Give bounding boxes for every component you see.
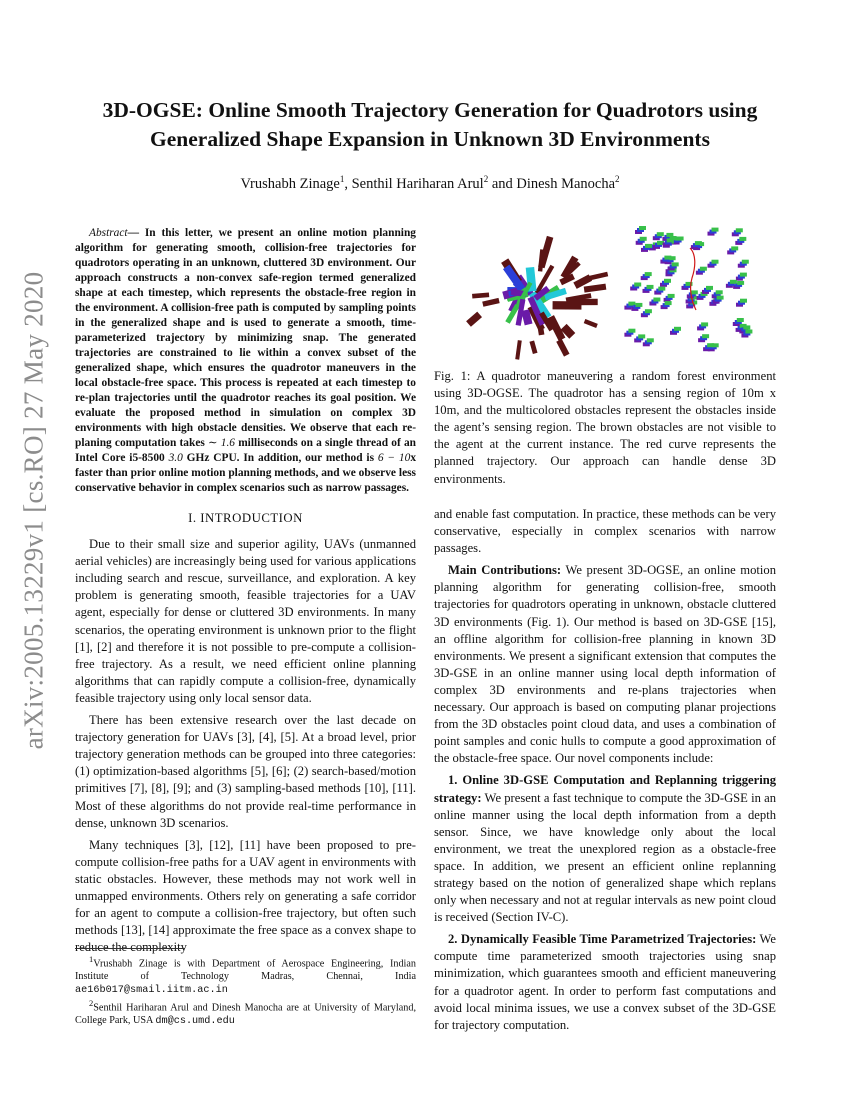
obstacle-layer xyxy=(737,281,744,285)
obstacle-stack xyxy=(697,322,708,330)
footnote-text: Vrushabh Zinage is with Department of Aerospace Engineering, Indian Institute of Technology Madras, Chennai, India xyxy=(75,958,416,982)
obstacle-layer xyxy=(707,343,714,347)
obstacle-layer xyxy=(647,285,654,289)
author-separator: and xyxy=(488,175,517,192)
abstract-text: GHz CPU. In addition, our method is xyxy=(182,452,378,464)
footnote-rule xyxy=(75,948,185,949)
author-name: Senthil Hariharan Arul xyxy=(351,175,484,192)
obstacle-layer xyxy=(702,334,709,338)
obstacle-layer xyxy=(701,322,708,326)
arxiv-stamp xyxy=(14,271,54,749)
contributions-label: Main Contributions: xyxy=(448,563,562,578)
body-paragraph: and enable fast computation. In practice, these methods can be very conservative, especially in complex scenarios with narrow passages. xyxy=(434,507,776,556)
obstacle-layer xyxy=(730,280,737,284)
obstacle-stack xyxy=(708,260,719,268)
obstacle-layer xyxy=(635,303,642,307)
obstacle-layer xyxy=(739,237,746,241)
footnote-1 xyxy=(75,953,416,997)
obstacle-stack xyxy=(664,294,675,302)
obstacle-layer xyxy=(653,298,660,302)
obstacle-layer xyxy=(745,330,752,334)
contributions-paragraph xyxy=(434,562,776,767)
obstacle-layer xyxy=(668,294,675,298)
obstacle-stack xyxy=(653,232,664,240)
obstacle-stack xyxy=(641,244,652,252)
footnote-mark: 2 xyxy=(89,998,94,1009)
obstacle-layer xyxy=(691,290,698,294)
paper-title: 3D-OGSE: Online Smooth Trajectory Generation for Quadrotors using Generalized Shape Expansion in Unknown 3D Environments xyxy=(102,98,758,151)
obstacle-stack xyxy=(624,329,635,337)
obstacle-layer xyxy=(645,272,652,276)
obstacle-layer xyxy=(736,228,743,232)
contribution-text: We present a fast technique to compute the 3D-GSE in an online manner using the local depth information from a depth sensor. Since, we have knowledge only about the local environment, we treat the unexplored region as a obstacle-free space. In addition, we present an efficient online replanning strategy based on the notion of generalized shape which replans only when necessary and not at regular intervals as new point cloud is received (Section IV-C). xyxy=(434,790,776,925)
obstacle xyxy=(472,293,489,299)
footnote-mark: 1 xyxy=(89,954,94,964)
obstacle-stack xyxy=(732,228,743,236)
obstacle-stack xyxy=(736,299,747,307)
section-heading: I. INTRODUCTION xyxy=(188,511,303,525)
obstacle-stack xyxy=(636,237,647,245)
obstacle-layer xyxy=(740,273,747,277)
obstacle-stack xyxy=(698,334,709,342)
obstacle-stack xyxy=(643,338,654,346)
obstacle-stack xyxy=(641,272,652,280)
obstacle-layer xyxy=(717,296,724,300)
footnotes xyxy=(75,948,416,1029)
obstacle xyxy=(529,340,537,354)
obstacle-layer xyxy=(667,238,674,242)
obstacle xyxy=(466,312,482,327)
obstacle-stack xyxy=(660,279,671,287)
arxiv-id: arXiv:2005.13229v1 [cs.RO] 27 May 2020 xyxy=(18,271,49,749)
obstacle-layer xyxy=(657,232,664,236)
obstacle-stack xyxy=(641,309,652,317)
abstract-label: Abstract xyxy=(89,227,128,239)
forest-view-right xyxy=(624,226,752,351)
obstacle-stack xyxy=(634,334,645,342)
obstacle xyxy=(482,298,499,307)
forest-view-left xyxy=(466,236,608,360)
obstacle-layer xyxy=(645,309,652,313)
obstacle-layer xyxy=(700,267,707,271)
obstacle-layer xyxy=(628,329,635,333)
author-separator: , xyxy=(344,175,352,192)
obstacle-layer xyxy=(712,260,719,264)
obstacle-layer xyxy=(674,327,681,331)
obstacle-layer xyxy=(706,286,713,290)
author-affil: 2 xyxy=(615,174,620,184)
obstacle-layer xyxy=(716,290,723,294)
obstacle xyxy=(515,340,522,360)
obstacle-layer xyxy=(647,338,654,342)
footnote-2 xyxy=(75,997,416,1029)
obstacle-layer xyxy=(640,237,647,241)
figure-caption: Fig. 1: A quadrotor maneuvering a random forest environment using 3D-OGSE. The quadrotor has a sensing region of 10m x 10m, and the multicolored obstacles represent the obstacles inside the agent’s sensing region. The brown obstacles are not visible to the agent at the current instance. The red curve represents the planned trajectory. Our approach can handle dense 3D environments. xyxy=(434,369,776,486)
abstract-dash: — xyxy=(127,227,139,239)
obstacle-stack xyxy=(702,286,713,294)
obstacle-stack xyxy=(735,237,746,245)
author-name: Dinesh Manocha xyxy=(516,175,616,192)
contribution-label: 2. Dynamically Feasible Time Parametrized Trajectories: xyxy=(448,932,757,947)
author-affil: 1 xyxy=(339,174,345,184)
footnote-text: Senthil Hariharan Arul and Dinesh Manocha are at University of Maryland, College Park, USA xyxy=(75,1002,416,1027)
abstract-text: milliseconds on a single thread of an Intel Core i5-8500 xyxy=(75,437,416,464)
obstacle-stack xyxy=(727,246,738,254)
obstacle-stack xyxy=(738,260,749,268)
right-column xyxy=(434,506,776,1034)
obstacle-layer xyxy=(645,244,652,248)
author-name: Vrushabh Zinage xyxy=(240,175,340,192)
obstacle-layer xyxy=(658,287,665,291)
obstacle-layer xyxy=(743,325,750,329)
obstacle xyxy=(556,339,569,357)
obstacle-stack xyxy=(654,287,665,295)
obstacle-layer xyxy=(712,228,719,232)
obstacle-stack xyxy=(736,273,747,281)
obstacle-stack xyxy=(630,283,641,291)
obstacle-stack xyxy=(708,228,719,236)
footnote-email: dm@cs.umd.edu xyxy=(155,1016,235,1028)
obstacle-layer xyxy=(742,260,749,264)
intro-paragraph: Due to their small size and superior agility, UAVs (unmanned aerial vehicles) are increasingly being used for various applications including search and rescue, surveillance, and exploration. A key problem is generating smooth, feasible trajectories for a UAV agent, especially for dense or cluttered 3D environments. In many scenarios, the operating environment is unknown prior to the flight [1], [2] and therefore it is not possible to pre-compute a collision-free trajectory. As a result, we need efficient online planning algorithms that can rapidly compute a collision-free, dynamically feasible trajectory using only local sensor data. xyxy=(75,537,416,705)
obstacle-layer xyxy=(634,283,641,287)
obstacle xyxy=(584,284,607,293)
obstacle-stack xyxy=(635,226,646,234)
contribution-item-2 xyxy=(434,931,776,1034)
obstacle-layer xyxy=(672,262,679,266)
abstract-math: 3.0 xyxy=(168,452,183,464)
contributions-text: We present 3D-OGSE, an online motion planning algorithm for generating collision-free, smooth trajectories for quadrotors operating in unknown, obstacle cluttered 3D environments (Fig. 1). Our method is based on 3D-GSE [15], an offline algorithm for collision-free planning in known 3D environments. We present a significant extension that computes the 3D-GSE in an online manner using local depth information of complex 3D environments and re-plans trajectories when necessary. Our approach is based on computing planar projections from the 3D obstacles point cloud data, and uses a combination of point samples and conic hulls to compute a good approximation of the obstacle-free space. Our novel components include: xyxy=(434,563,776,766)
abstract-text: In this letter, we present an online motion planning algorithm for generating smooth, collision-free trajectories for quadrotors operating in an unknown, cluttered 3D environment. Our approach constructs a non-convex safe-region termed generalized shape at each timestep, which represents the obstacle-free region in the environment. A collision-free path is computed by sampling points in the generalized shape and is used to generate a smooth, time-parameterized trajectory by minimizing snap. The generated trajectories are constrained to lie within a convex subset of the generalized shape, which ensures the quadrotor maneuvers in the local obstacle-free space. This process is repeated at each timestep to re-plan trajectories until the quadrotor reaches its goal position. We evaluate the proposed method in simulation on complex 3D environments with high obstacle densities. We observe that each re-planing computation takes xyxy=(75,227,416,449)
obstacle-layer xyxy=(665,301,672,305)
obstacle-stack xyxy=(661,301,672,309)
figure-1 xyxy=(434,222,776,364)
obstacle-layer xyxy=(740,299,747,303)
author-affil: 2 xyxy=(483,174,489,184)
intro-paragraph: Many techniques [3], [12], [11] have been proposed to pre-compute collision-free paths for a UAV agent in environments with static obstacles. However, these methods may not work well in unmapped environments. Others rely on generating a safe corridor for an agent to compute a collision-free trajectory, but often such methods [13], [14] approximate the free space as a convex shape to reduce the complexity xyxy=(75,837,416,955)
abstract-text: x faster than prior online motion planning methods, and we observe less conservative behavior in complex scenarios such as narrow passages. xyxy=(75,452,417,494)
obstacle-layer xyxy=(664,279,671,283)
abstract-math: 6 − 10 xyxy=(377,452,411,464)
abstract xyxy=(75,226,416,496)
obstacle xyxy=(584,319,598,328)
author-list xyxy=(70,174,790,193)
contribution-label: 1. Online 3D-GSE Computation and Replanning triggering strategy: xyxy=(434,773,776,805)
contribution-item-1 xyxy=(434,772,776,926)
footnote-email: ae16b017@smail.iitm.ac.in xyxy=(75,984,228,996)
contribution-text: We compute time parameterized smooth trajectories using snap minimization, which guarantees smooth and efficient maneuvering for a quadrotor agent. In order to perform fast computations and avoid local minima issues, we use a convex subset of the 3D-GSE for trajectory computation. xyxy=(434,932,776,1032)
obstacle-layer xyxy=(664,256,671,260)
obstacle-layer xyxy=(737,318,744,322)
obstacle-layer xyxy=(639,226,646,230)
figure-image xyxy=(434,222,776,364)
obstacle-stack xyxy=(643,285,654,293)
abstract-math: ∼ 1.6 xyxy=(208,437,235,449)
left-column xyxy=(75,226,416,956)
obstacle-stack xyxy=(649,298,660,306)
obstacle-layer xyxy=(695,241,702,245)
obstacle-layer xyxy=(638,334,645,338)
obstacle-layer xyxy=(731,246,738,250)
intro-paragraph: There has been extensive research over the last decade on trajectory generation for UAVs [3], [4], [5]. At a broad level, prior trajectory generation methods can be grouped into three categories: (1) optimization-based algorithms [5], [6]; (2) search-based/motion primitives [7], [8], [9]; and (3) sampling-based methods [10], [11]. Most of these algorithms do not provide real-time performance in dense, unknown 3D scenarios. xyxy=(75,713,416,830)
obstacle-stack xyxy=(670,327,681,335)
obstacle-stack xyxy=(696,267,707,275)
